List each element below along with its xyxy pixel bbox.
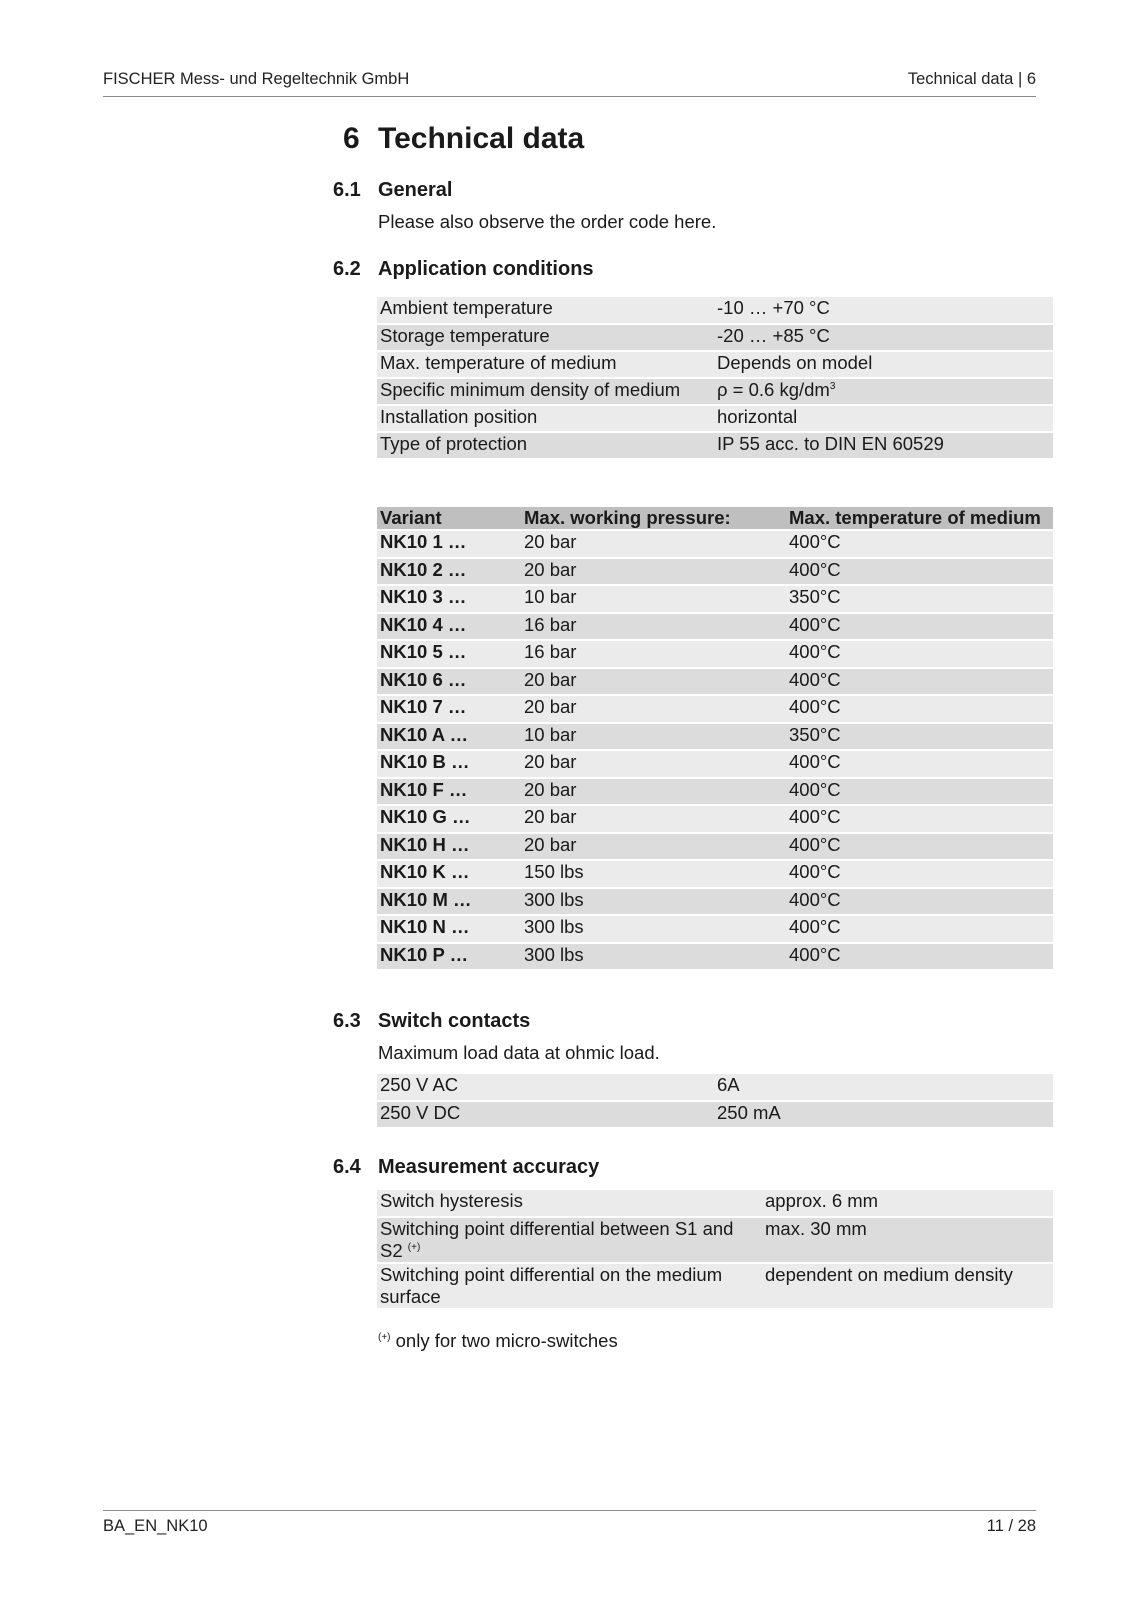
row-value: IP 55 acc. to DIN EN 60529 xyxy=(717,433,944,454)
max-medium-temperature: 400°C xyxy=(786,778,1053,806)
row-label: Specific minimum density of medium xyxy=(380,379,681,400)
variant-code: NK10 6 … xyxy=(377,668,521,696)
row-value: horizontal xyxy=(717,406,798,427)
conditions-body xyxy=(377,297,1053,459)
variant-row xyxy=(377,695,1053,723)
variant-row xyxy=(377,778,1053,806)
variant-row xyxy=(377,915,1053,943)
variant-code: NK10 B … xyxy=(377,750,521,778)
max-medium-temperature: 400°C xyxy=(786,805,1053,833)
variant-code: NK10 M … xyxy=(377,888,521,916)
temperature-column-header: Max. temperature of medium xyxy=(786,507,1053,530)
working-pressure: 16 bar xyxy=(521,613,786,641)
variant-row xyxy=(377,558,1053,586)
variant-code: NK10 A … xyxy=(377,723,521,751)
variant-row xyxy=(377,640,1053,668)
variant-code: NK10 3 … xyxy=(377,585,521,613)
row-value: 6A xyxy=(717,1074,740,1095)
section-title: Measurement accuracy xyxy=(378,1156,600,1178)
row-label: 250 V AC xyxy=(380,1074,459,1095)
row-label-cell xyxy=(377,297,714,324)
working-pressure: 20 bar xyxy=(521,750,786,778)
chapter-title xyxy=(343,122,584,156)
variant-row xyxy=(377,530,1053,558)
working-pressure: 300 lbs xyxy=(521,915,786,943)
row-label-cell xyxy=(377,1263,762,1309)
chapter-title-text: Technical data xyxy=(378,122,585,155)
header-section: Technical data | 6 xyxy=(907,70,1036,88)
max-medium-temperature: 400°C xyxy=(786,613,1053,641)
variant-code: NK10 2 … xyxy=(377,558,521,586)
row-label-cell xyxy=(377,324,714,351)
pressure-column-header: Max. working pressure: xyxy=(521,507,786,530)
variants-header-row xyxy=(377,507,1053,530)
section-number: 6.3 xyxy=(333,1010,361,1032)
max-medium-temperature: 400°C xyxy=(786,833,1053,861)
row-value: dependent on medium density xyxy=(765,1264,1013,1285)
row-value-cell xyxy=(762,1217,1053,1263)
page-header xyxy=(103,70,1036,97)
row-value: -20 … +85 °C xyxy=(717,325,830,346)
row-value-cell xyxy=(714,1101,1053,1128)
section-number: 6.1 xyxy=(333,179,361,201)
accuracy-body xyxy=(377,1190,1053,1309)
condition-row xyxy=(377,297,1053,324)
row-label-cell xyxy=(377,405,714,432)
switch-contact-row xyxy=(377,1101,1053,1128)
working-pressure: 20 bar xyxy=(521,695,786,723)
row-value-cell xyxy=(714,297,1053,324)
row-label-cell xyxy=(377,432,714,459)
variant-row xyxy=(377,750,1053,778)
max-medium-temperature: 350°C xyxy=(786,723,1053,751)
footnote-text: only for two micro-switches xyxy=(395,1330,618,1351)
accuracy-row xyxy=(377,1217,1053,1263)
row-label-cell xyxy=(377,1101,714,1128)
row-value-cell xyxy=(762,1263,1053,1309)
row-value-cell xyxy=(714,405,1053,432)
row-value-cell xyxy=(714,1074,1053,1101)
variant-row xyxy=(377,585,1053,613)
working-pressure: 20 bar xyxy=(521,805,786,833)
row-label-cell xyxy=(377,1217,762,1263)
accuracy-row xyxy=(377,1263,1053,1309)
unit-exponent: 3 xyxy=(829,380,836,392)
row-value-cell xyxy=(762,1190,1053,1217)
working-pressure: 20 bar xyxy=(521,778,786,806)
footer-doc-id: BA_EN_NK10 xyxy=(103,1517,208,1535)
variant-code: NK10 H … xyxy=(377,833,521,861)
section-6-1-heading xyxy=(333,179,452,202)
working-pressure: 20 bar xyxy=(521,668,786,696)
row-label: Storage temperature xyxy=(380,325,550,346)
max-medium-temperature: 400°C xyxy=(786,640,1053,668)
application-conditions-table xyxy=(377,297,1053,460)
row-label-cell xyxy=(377,1074,714,1101)
section-title: Switch contacts xyxy=(378,1010,531,1032)
variant-row xyxy=(377,833,1053,861)
row-label-cell xyxy=(377,378,714,405)
variant-row xyxy=(377,805,1053,833)
section-number: 6.2 xyxy=(333,258,361,280)
row-value: max. 30 mm xyxy=(765,1218,867,1239)
row-value: ρ = 0.6 kg/dm xyxy=(717,379,830,400)
footnote-ref: (+) xyxy=(407,1241,421,1253)
section-6-3-text: Maximum load data at ohmic load. xyxy=(378,1042,660,1063)
row-label: Switch hysteresis xyxy=(380,1190,523,1211)
working-pressure: 20 bar xyxy=(521,530,786,558)
variant-row xyxy=(377,860,1053,888)
max-medium-temperature: 400°C xyxy=(786,558,1053,586)
switch-contact-row xyxy=(377,1074,1053,1101)
variant-code: NK10 5 … xyxy=(377,640,521,668)
row-value: 250 mA xyxy=(717,1102,781,1123)
max-medium-temperature: 400°C xyxy=(786,530,1053,558)
variant-code: NK10 4 … xyxy=(377,613,521,641)
working-pressure: 150 lbs xyxy=(521,860,786,888)
section-6-4-heading xyxy=(333,1156,599,1179)
section-title: Application conditions xyxy=(378,258,594,280)
variant-code: NK10 P … xyxy=(377,943,521,971)
section-6-2-heading xyxy=(333,258,594,281)
page-footer xyxy=(103,1510,1036,1536)
condition-row xyxy=(377,432,1053,459)
variant-code: NK10 7 … xyxy=(377,695,521,723)
condition-row xyxy=(377,378,1053,405)
switch-contacts-table xyxy=(377,1074,1053,1129)
variants-body xyxy=(377,530,1053,970)
working-pressure: 16 bar xyxy=(521,640,786,668)
section-6-1-text: Please also observe the order code here. xyxy=(378,211,717,232)
variant-code: NK10 F … xyxy=(377,778,521,806)
row-label-cell xyxy=(377,1190,762,1217)
row-label: Installation position xyxy=(380,406,538,427)
variant-row xyxy=(377,943,1053,971)
working-pressure: 20 bar xyxy=(521,833,786,861)
section-title: General xyxy=(378,179,453,201)
row-label: Ambient temperature xyxy=(380,297,553,318)
condition-row xyxy=(377,351,1053,378)
footer-page-number: 11 / 28 xyxy=(986,1517,1036,1535)
header-company: FISCHER Mess- und Regeltechnik GmbH xyxy=(103,70,410,88)
footnote-mark: (+) xyxy=(378,1331,391,1343)
variants-table xyxy=(377,507,1053,971)
max-medium-temperature: 400°C xyxy=(786,668,1053,696)
variant-row xyxy=(377,723,1053,751)
measurement-accuracy-table xyxy=(377,1190,1053,1310)
variant-code: NK10 1 … xyxy=(377,530,521,558)
row-value-cell xyxy=(714,432,1053,459)
row-value-cell xyxy=(714,378,1053,405)
condition-row xyxy=(377,324,1053,351)
variant-column-header: Variant xyxy=(377,507,521,530)
accuracy-row xyxy=(377,1190,1053,1217)
footnote xyxy=(378,1330,618,1352)
variant-code: NK10 K … xyxy=(377,860,521,888)
section-6-3-heading xyxy=(333,1010,530,1033)
max-medium-temperature: 400°C xyxy=(786,915,1053,943)
row-value: approx. 6 mm xyxy=(765,1190,879,1211)
max-medium-temperature: 400°C xyxy=(786,888,1053,916)
variant-row xyxy=(377,613,1053,641)
switch-contacts-body xyxy=(377,1074,1053,1128)
section-number: 6.4 xyxy=(333,1156,361,1178)
working-pressure: 300 lbs xyxy=(521,888,786,916)
working-pressure: 10 bar xyxy=(521,723,786,751)
row-value-cell xyxy=(714,351,1053,378)
row-value: -10 … +70 °C xyxy=(717,297,830,318)
variant-row xyxy=(377,888,1053,916)
variant-row xyxy=(377,668,1053,696)
working-pressure: 10 bar xyxy=(521,585,786,613)
row-label: 250 V DC xyxy=(380,1102,461,1123)
working-pressure: 20 bar xyxy=(521,558,786,586)
condition-row xyxy=(377,405,1053,432)
max-medium-temperature: 400°C xyxy=(786,943,1053,971)
row-label: Max. temperature of medium xyxy=(380,352,617,373)
variant-code: NK10 N … xyxy=(377,915,521,943)
variant-code: NK10 G … xyxy=(377,805,521,833)
working-pressure: 300 lbs xyxy=(521,943,786,971)
max-medium-temperature: 400°C xyxy=(786,750,1053,778)
max-medium-temperature: 400°C xyxy=(786,695,1053,723)
row-label: Switching point differential on the medium surface xyxy=(380,1264,723,1307)
max-medium-temperature: 350°C xyxy=(786,585,1053,613)
row-value-cell xyxy=(714,324,1053,351)
row-label: Switching point differential between S1 and S2 xyxy=(380,1218,734,1261)
chapter-number: 6 xyxy=(343,122,360,155)
max-medium-temperature: 400°C xyxy=(786,860,1053,888)
row-label: Type of protection xyxy=(380,433,528,454)
row-value: Depends on model xyxy=(717,352,873,373)
row-label-cell xyxy=(377,351,714,378)
